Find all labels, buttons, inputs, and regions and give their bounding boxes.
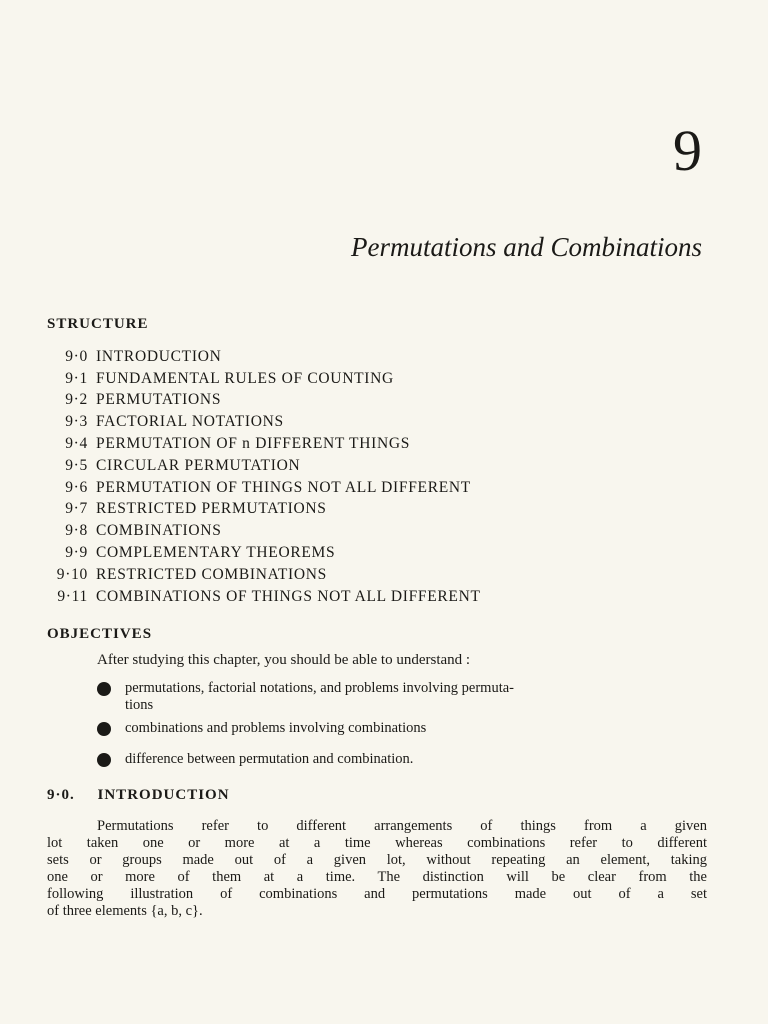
structure-item bbox=[40, 499, 660, 521]
objective-line: tions bbox=[125, 697, 154, 713]
paragraph-line: following illustration of combinations and permutations made out of a set bbox=[47, 886, 707, 902]
paragraph-line: lot taken one or more at a time whereas combinations refer to different bbox=[47, 835, 707, 851]
structure-item-title: INTRODUCTION bbox=[96, 347, 222, 365]
structure-item-title: FACTORIAL NOTATIONS bbox=[96, 413, 284, 431]
structure-item bbox=[40, 477, 660, 499]
section-number: 9·0. bbox=[47, 787, 75, 803]
structure-item-title: PERMUTATION OF n DIFFERENT THINGS bbox=[96, 435, 411, 453]
introduction-heading bbox=[47, 787, 230, 804]
structure-item bbox=[40, 433, 660, 455]
structure-item bbox=[40, 368, 660, 390]
structure-item-title: PERMUTATION OF THINGS NOT ALL DIFFERENT bbox=[96, 478, 471, 496]
structure-item-title: RESTRICTED COMBINATIONS bbox=[96, 565, 327, 583]
introduction-paragraph bbox=[47, 818, 707, 920]
objective-text: difference between permutation and combination. bbox=[125, 751, 414, 767]
structure-item-number: 9·6 bbox=[65, 478, 88, 496]
bullet-icon bbox=[97, 722, 111, 736]
structure-item-title: COMPLEMENTARY THEOREMS bbox=[96, 544, 336, 562]
objective-text bbox=[125, 680, 514, 714]
objectives-intro: After studying this chapter, you should be able to understand : bbox=[97, 652, 471, 668]
paragraph-line: of three elements {a, b, c}. bbox=[47, 903, 203, 919]
structure-item-number: 9·2 bbox=[65, 391, 88, 409]
bullet-icon bbox=[97, 682, 111, 696]
structure-item bbox=[40, 520, 660, 542]
objectives-heading: OBJECTIVES bbox=[47, 626, 153, 642]
structure-item-number: 9·10 bbox=[56, 565, 88, 583]
objective-line: permutations, factorial notations, and problems involving permuta- bbox=[125, 680, 514, 696]
structure-item bbox=[40, 346, 660, 368]
structure-item-number: 9·1 bbox=[65, 369, 88, 387]
structure-item-number: 9·3 bbox=[65, 413, 88, 431]
structure-item-number: 9·8 bbox=[65, 522, 88, 540]
structure-item bbox=[40, 586, 660, 608]
structure-list bbox=[40, 346, 660, 608]
objective-text: combinations and problems involving combinations bbox=[125, 720, 427, 736]
bullet-icon bbox=[97, 753, 111, 767]
objective-item bbox=[97, 720, 709, 751]
structure-item-number: 9·7 bbox=[65, 500, 88, 518]
chapter-title: Permutations and Combinations bbox=[350, 232, 702, 262]
structure-item-number: 9·4 bbox=[65, 435, 88, 453]
objective-item bbox=[97, 680, 709, 720]
structure-item-number: 9·9 bbox=[65, 544, 88, 562]
structure-item-title: FUNDAMENTAL RULES OF COUNTING bbox=[96, 369, 394, 387]
structure-item-title: CIRCULAR PERMUTATION bbox=[96, 456, 301, 474]
structure-heading: STRUCTURE bbox=[47, 316, 149, 332]
structure-item-title: RESTRICTED PERMUTATIONS bbox=[96, 500, 327, 518]
chapter-number: 9 bbox=[673, 118, 702, 183]
structure-item-title: COMBINATIONS OF THINGS NOT ALL DIFFERENT bbox=[96, 587, 481, 605]
structure-item-number: 9·5 bbox=[65, 456, 88, 474]
structure-item-title: PERMUTATIONS bbox=[96, 391, 222, 409]
paragraph-line: one or more of them at a time. The distinction will be clear from the bbox=[47, 869, 707, 885]
structure-item-title: COMBINATIONS bbox=[96, 522, 222, 540]
structure-item bbox=[40, 564, 660, 586]
structure-item-number: 9·11 bbox=[57, 587, 88, 605]
structure-item-number: 9·0 bbox=[65, 347, 88, 365]
objective-item bbox=[97, 751, 709, 775]
paragraph-line: Permutations refer to different arrangements of things from a given bbox=[97, 818, 707, 834]
structure-item bbox=[40, 542, 660, 564]
structure-item bbox=[40, 390, 660, 412]
structure-item bbox=[40, 455, 660, 477]
structure-item bbox=[40, 411, 660, 433]
section-title: INTRODUCTION bbox=[97, 787, 230, 803]
paragraph-line: sets or groups made out of a given lot, without repeating an element, taking bbox=[47, 852, 707, 868]
objectives-list bbox=[97, 680, 709, 775]
